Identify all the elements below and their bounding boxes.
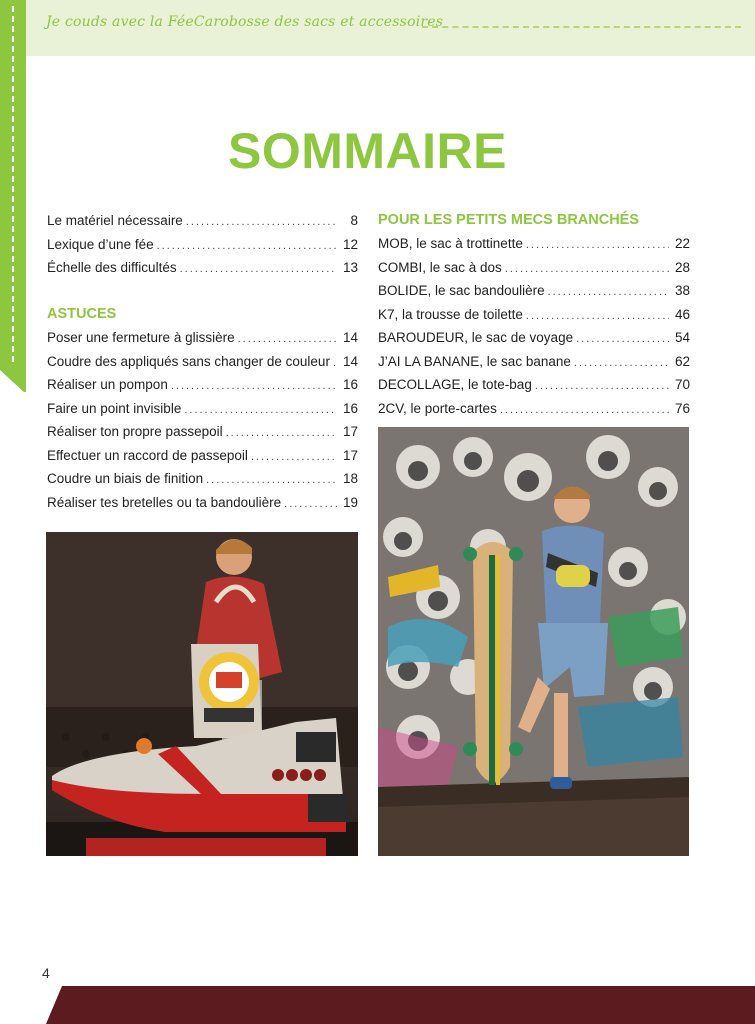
toc-left-column	[47, 209, 358, 280]
toc-entry[interactable]	[47, 209, 358, 233]
toc-entry-label: Réaliser un pompon	[47, 377, 168, 392]
project-name: K7	[378, 306, 395, 322]
toc-entry[interactable]	[47, 326, 358, 350]
dot-leader	[206, 469, 337, 493]
dot-leader	[184, 399, 337, 423]
project-name: COMBI	[378, 259, 423, 275]
dot-leader	[157, 235, 337, 259]
toc-entry-page: 14	[342, 353, 358, 369]
header-dashed-line	[422, 26, 741, 28]
project-name: MOB	[378, 236, 409, 251]
toc-entry-page: 28	[674, 259, 690, 275]
photo-illustration	[378, 427, 689, 856]
dot-leader	[548, 281, 669, 305]
toc-entry-page: 17	[342, 447, 358, 463]
toc-entry-label: Réaliser tes bretelles ou ta bandoulière	[47, 494, 282, 510]
toc-entry[interactable]	[378, 373, 690, 397]
dot-leader	[500, 399, 669, 423]
project-description: , le sac à trottinette	[408, 236, 523, 251]
toc-entry[interactable]	[47, 397, 358, 421]
stripe-corner-cut	[0, 370, 26, 394]
toc-entry-page: 70	[674, 377, 690, 392]
photo-boy-banana-bag	[378, 427, 689, 856]
project-name: BOLIDE	[378, 283, 428, 298]
page-number: 4	[42, 965, 50, 981]
dot-leader	[171, 375, 337, 399]
toc-entry-label	[378, 373, 532, 397]
project-description: , la trousse de toilette	[394, 306, 523, 322]
project-description: , le sac de voyage	[464, 330, 574, 345]
dot-leader	[526, 234, 669, 258]
dot-leader	[180, 258, 337, 282]
photo-illustration	[46, 532, 358, 856]
dot-leader	[576, 328, 669, 352]
toc-entry-page: 16	[342, 400, 358, 416]
toc-entry[interactable]	[378, 303, 690, 327]
section-title-mecs: POUR LES PETITS MECS BRANCHÉS	[378, 212, 640, 228]
toc-entry-page: 62	[674, 353, 690, 369]
photo-boy-tote-bag	[46, 532, 358, 856]
section-title-astuces: ASTUCES	[47, 306, 117, 322]
dot-leader	[238, 328, 337, 352]
toc-entry-label: Effectuer un raccord de passepoil	[47, 447, 248, 463]
toc-entry[interactable]	[378, 326, 690, 350]
toc-entry-label	[378, 326, 573, 350]
project-description: , le porte-cartes	[403, 400, 497, 416]
toc-entry-page: 17	[342, 424, 358, 439]
toc-entry[interactable]	[378, 232, 690, 256]
toc-entry[interactable]	[47, 444, 358, 468]
footer-band	[62, 986, 755, 1024]
toc-entry-label	[378, 350, 571, 374]
toc-astuces-section	[47, 302, 358, 514]
dot-leader	[505, 258, 669, 282]
toc-entry[interactable]	[47, 491, 358, 515]
running-title: Je couds avec la FéeCarobosse des sacs et accessoires	[46, 14, 444, 30]
toc-entry[interactable]	[47, 233, 358, 257]
toc-entry-label: Poser une fermeture à glissière	[47, 330, 235, 345]
toc-entry-label	[378, 279, 545, 303]
toc-entry[interactable]	[47, 467, 358, 491]
toc-entry[interactable]	[47, 373, 358, 397]
project-name: 2CV	[378, 400, 404, 416]
toc-entry-page: 14	[342, 330, 358, 345]
toc-entry-page: 16	[342, 377, 358, 392]
toc-entry-label	[378, 256, 502, 280]
toc-entry-page: 8	[350, 213, 358, 228]
project-name: BAROUDEUR	[378, 330, 465, 345]
project-name: J’AI LA BANANE	[378, 353, 480, 369]
toc-entry-label	[378, 397, 497, 421]
toc-entry[interactable]	[47, 256, 358, 280]
dot-leader	[526, 305, 669, 329]
toc-entry-page: 54	[674, 330, 690, 345]
toc-entry-page: 12	[342, 236, 358, 252]
toc-entry[interactable]	[378, 256, 690, 280]
dot-leader	[284, 493, 337, 517]
toc-entry-label: Échelle des difficultés	[47, 260, 177, 275]
toc-entry-label: Réaliser ton propre passepoil	[47, 424, 223, 439]
dot-leader	[226, 422, 337, 446]
toc-entry-page: 13	[342, 260, 358, 275]
toc-entry-page: 19	[342, 494, 358, 510]
project-description: , le tote-bag	[460, 377, 532, 392]
project-description: , le sac bandoulière	[427, 283, 545, 298]
stitch-line	[12, 6, 14, 362]
toc-entry-label	[378, 303, 523, 327]
toc-entry[interactable]	[378, 279, 690, 303]
dot-leader	[251, 446, 337, 470]
toc-entry-label	[378, 232, 523, 256]
footer-band-corner	[46, 986, 62, 1024]
toc-entry-page: 46	[674, 306, 690, 322]
toc-entry-label: Coudre un biais de finition	[47, 471, 204, 486]
toc-entry-label: Le matériel nécessaire	[47, 213, 183, 228]
toc-entry-page: 76	[674, 400, 690, 416]
project-description: , le sac à dos	[422, 259, 502, 275]
toc-entry[interactable]	[47, 420, 358, 444]
left-green-stripe	[0, 0, 26, 392]
page-title: SOMMAIRE	[228, 123, 507, 179]
toc-entry-label: Faire un point invisible	[47, 400, 182, 416]
project-description: , le sac banane	[479, 353, 571, 369]
dot-leader	[333, 352, 337, 376]
toc-entry[interactable]	[47, 350, 358, 374]
toc-entry-page: 18	[342, 471, 358, 486]
dot-leader	[535, 375, 669, 399]
toc-entry-label: Coudre des appliqués sans changer de couleur	[47, 353, 330, 369]
toc-entry-page: 38	[674, 283, 690, 298]
dot-leader	[574, 352, 669, 376]
project-name: DECOLLAGE	[378, 377, 461, 392]
header-band	[0, 0, 755, 56]
toc-entry[interactable]	[378, 350, 690, 374]
toc-mecs-section	[378, 208, 690, 420]
toc-entry-page: 22	[674, 236, 690, 251]
toc-entry[interactable]	[378, 397, 690, 421]
toc-entry-label: Lexique d’une fée	[47, 236, 154, 252]
dot-leader	[186, 211, 338, 235]
